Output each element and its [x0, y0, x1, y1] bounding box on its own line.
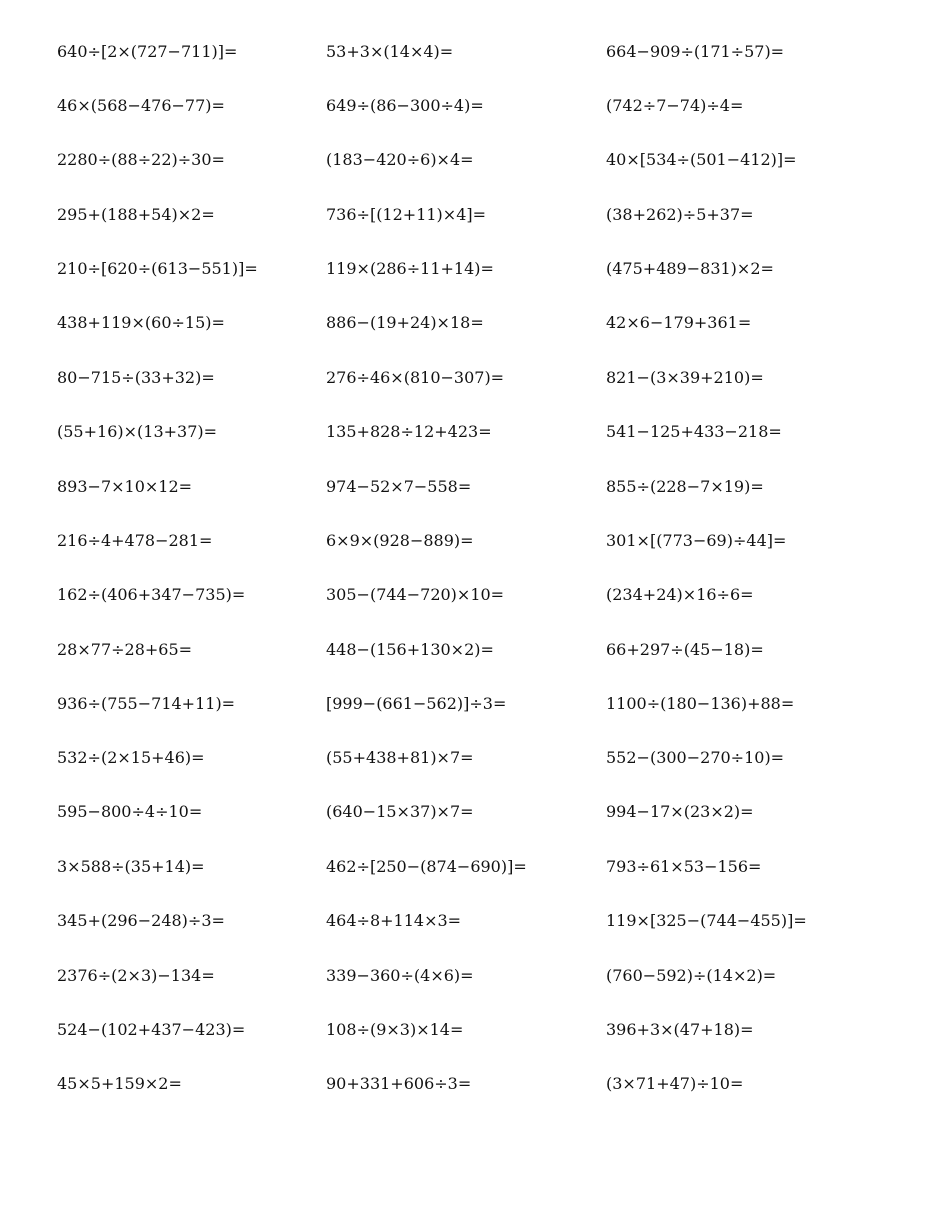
problem-row	[0, 312, 950, 342]
arithmetic-problem: 994−17×(23×2)=	[606, 802, 754, 821]
arithmetic-problem: 936÷(755−714+11)=	[57, 694, 236, 713]
arithmetic-problem: 295+(188+54)×2=	[57, 205, 215, 224]
arithmetic-problem: 216÷4+478−281=	[57, 531, 213, 550]
arithmetic-problem: 46×(568−476−77)=	[57, 96, 225, 115]
arithmetic-problem: (183−420÷6)×4=	[326, 150, 474, 169]
arithmetic-problem: 640÷[2×(727−711)]=	[57, 42, 238, 61]
arithmetic-problem: 276÷46×(810−307)=	[326, 368, 505, 387]
arithmetic-problem: 80−715÷(33+32)=	[57, 368, 215, 387]
arithmetic-problem: (3×71+47)÷10=	[606, 1074, 744, 1093]
arithmetic-problem: (55+16)×(13+37)=	[57, 422, 218, 441]
problem-row	[0, 856, 950, 886]
problem-row	[0, 149, 950, 179]
problem-row	[0, 1019, 950, 1049]
arithmetic-problem: 210÷[620÷(613−551)]=	[57, 259, 258, 278]
problem-row	[0, 95, 950, 125]
arithmetic-problem: (640−15×37)×7=	[326, 802, 474, 821]
arithmetic-problem: 42×6−179+361=	[606, 313, 752, 332]
problem-row	[0, 747, 950, 777]
arithmetic-problem: 28×77÷28+65=	[57, 640, 193, 659]
arithmetic-problem: (234+24)×16÷6=	[606, 585, 754, 604]
arithmetic-problem: (760−592)÷(14×2)=	[606, 966, 777, 985]
problem-row	[0, 693, 950, 723]
arithmetic-problem: 974−52×7−558=	[326, 477, 472, 496]
arithmetic-problem: 345+(296−248)÷3=	[57, 911, 225, 930]
arithmetic-problem: 108÷(9×3)×14=	[326, 1020, 464, 1039]
arithmetic-problem: 464÷8+114×3=	[326, 911, 462, 930]
problem-row	[0, 584, 950, 614]
arithmetic-problem: 448−(156+130×2)=	[326, 640, 494, 659]
arithmetic-problem: 821−(3×39+210)=	[606, 368, 764, 387]
arithmetic-problem: 45×5+159×2=	[57, 1074, 182, 1093]
arithmetic-problem: 90+331+606÷3=	[326, 1074, 472, 1093]
arithmetic-problem: 66+297÷(45−18)=	[606, 640, 764, 659]
arithmetic-problem: 119×[325−(744−455)]=	[606, 911, 807, 930]
arithmetic-problem: 162÷(406+347−735)=	[57, 585, 246, 604]
arithmetic-problem: 664−909÷(171÷57)=	[606, 42, 785, 61]
arithmetic-problem: 119×(286÷11+14)=	[326, 259, 494, 278]
problem-row	[0, 258, 950, 288]
arithmetic-problem: 893−7×10×12=	[57, 477, 193, 496]
arithmetic-problem: 736÷[(12+11)×4]=	[326, 205, 487, 224]
arithmetic-problem: 595−800÷4÷10=	[57, 802, 203, 821]
arithmetic-problem: (475+489−831)×2=	[606, 259, 774, 278]
arithmetic-problem: 793÷61×53−156=	[606, 857, 762, 876]
arithmetic-problem: 53+3×(14×4)=	[326, 42, 454, 61]
arithmetic-problem: 396+3×(47+18)=	[606, 1020, 754, 1039]
arithmetic-problem: (38+262)÷5+37=	[606, 205, 754, 224]
problem-row	[0, 639, 950, 669]
arithmetic-problem: (742÷7−74)÷4=	[606, 96, 744, 115]
arithmetic-problem: (55+438+81)×7=	[326, 748, 474, 767]
arithmetic-problem: 886−(19+24)×18=	[326, 313, 484, 332]
problem-row	[0, 965, 950, 995]
arithmetic-problem: 301×[(773−69)÷44]=	[606, 531, 787, 550]
problem-row	[0, 421, 950, 451]
arithmetic-problem: 339−360÷(4×6)=	[326, 966, 474, 985]
problem-row	[0, 476, 950, 506]
arithmetic-problem: 855÷(228−7×19)=	[606, 477, 764, 496]
arithmetic-problem: 40×[534÷(501−412)]=	[606, 150, 797, 169]
arithmetic-problem: 438+119×(60÷15)=	[57, 313, 225, 332]
arithmetic-problem: 6×9×(928−889)=	[326, 531, 474, 550]
arithmetic-problem: 2280÷(88÷22)÷30=	[57, 150, 225, 169]
arithmetic-problem: 3×588÷(35+14)=	[57, 857, 205, 876]
arithmetic-problem: 135+828÷12+423=	[326, 422, 492, 441]
arithmetic-problem: 2376÷(2×3)−134=	[57, 966, 215, 985]
arithmetic-problem: [999−(661−562)]÷3=	[326, 694, 507, 713]
arithmetic-problem: 305−(744−720)×10=	[326, 585, 505, 604]
arithmetic-problem: 1100÷(180−136)+88=	[606, 694, 795, 713]
arithmetic-problem: 541−125+433−218=	[606, 422, 782, 441]
arithmetic-problem: 649÷(86−300÷4)=	[326, 96, 484, 115]
arithmetic-problem: 524−(102+437−423)=	[57, 1020, 246, 1039]
problem-row	[0, 1073, 950, 1103]
problem-row	[0, 204, 950, 234]
problem-row	[0, 367, 950, 397]
problem-row	[0, 530, 950, 560]
problem-row	[0, 801, 950, 831]
arithmetic-problem: 462÷[250−(874−690)]=	[326, 857, 527, 876]
problem-row	[0, 910, 950, 940]
problem-row	[0, 41, 950, 71]
arithmetic-problem: 552−(300−270÷10)=	[606, 748, 785, 767]
arithmetic-problem: 532÷(2×15+46)=	[57, 748, 205, 767]
